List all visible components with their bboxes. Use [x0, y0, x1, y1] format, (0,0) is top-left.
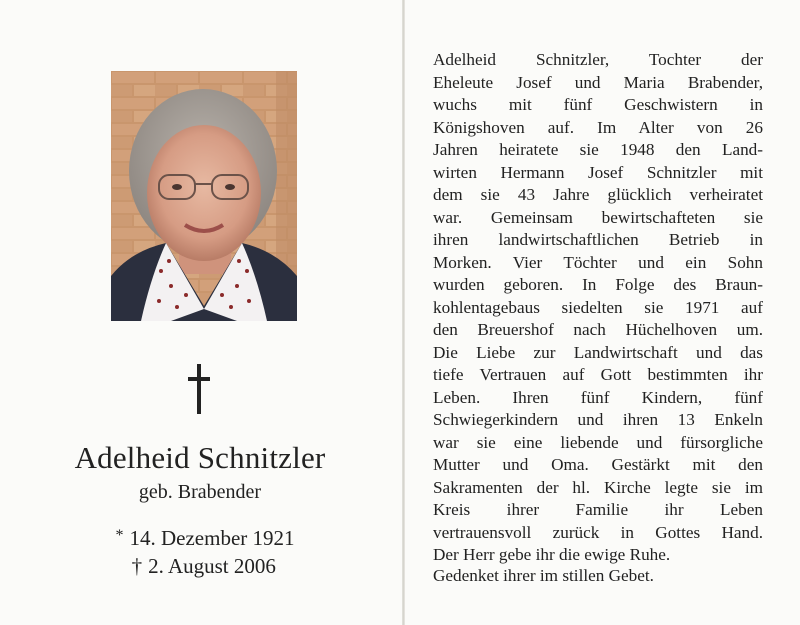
birth-name: geb. Brabender — [138, 481, 262, 503]
deceased-name: Adelheid Schnitzler — [74, 440, 326, 475]
bio-line: Morken. Vier Töchter und ein Sohn — [433, 252, 763, 272]
bio-line: wuchs mit fünf Geschwistern in — [433, 95, 763, 114]
biography-text — [433, 49, 763, 567]
portrait-photo — [111, 71, 297, 321]
bio-line: wurden geboren. In Folge des Braun- — [433, 275, 763, 294]
bio-line: war sie eine liebende und fürsorgliche — [433, 432, 763, 452]
death-date: 2. August 2006 — [148, 554, 276, 578]
bio-line: war. Gemeinsam bewirtschafteten sie — [433, 207, 763, 227]
bio-line: dem sie 43 Jahre glücklich verheiratet — [433, 185, 763, 204]
bio-line: Kreis ihrer Familie ihr Leben — [433, 500, 763, 519]
birth-symbol: * — [115, 527, 124, 544]
bio-line: Eheleute Josef und Maria Brabender, — [433, 72, 763, 92]
bio-line: den Breuershof nach Hüchelhoven um. — [433, 320, 763, 339]
bio-line: Leben. Ihren fünf Kindern, fünf — [433, 387, 763, 407]
bio-line: Die Liebe zur Landwirtschaft und das — [433, 342, 763, 362]
bio-line: Der Herr gebe ihr die ewige Ruhe. — [433, 545, 671, 564]
bio-line: Schwiegerkindern und ihren 13 Enkeln — [433, 410, 763, 429]
closing-prayer: Gedenket ihrer im stillen Gebet. — [433, 566, 654, 585]
birth-date: 14. Dezember 1921 — [129, 526, 295, 550]
bio-line: Mutter und Oma. Gestärkt mit den — [433, 455, 763, 474]
death-symbol: † — [131, 554, 143, 578]
bio-line: Sakramenten der hl. Kirche legte sie im — [433, 477, 763, 497]
bio-line: wirten Hermann Josef Schnitzler mit — [433, 162, 763, 182]
bio-line: vertrauensvoll zurück in Gottes Hand. — [433, 522, 763, 542]
bio-line: Jahren heiratete sie 1948 den Land- — [433, 140, 763, 159]
birth-date-line — [0, 526, 400, 551]
cross-icon — [186, 364, 212, 414]
bio-line: tiefe Vertrauen auf Gott bestimmten ihr — [433, 365, 763, 384]
bio-line: ihren landwirtschaftlichen Betrieb in — [433, 230, 763, 249]
bio-line: Königshoven auf. Im Alter von 26 — [433, 117, 763, 137]
bio-line: kohlentagebaus siedelten sie 1971 auf — [433, 297, 763, 317]
card-fold — [402, 0, 405, 625]
death-date-line — [0, 554, 400, 579]
bio-line: Adelheid Schnitzler, Tochter der — [433, 50, 763, 69]
